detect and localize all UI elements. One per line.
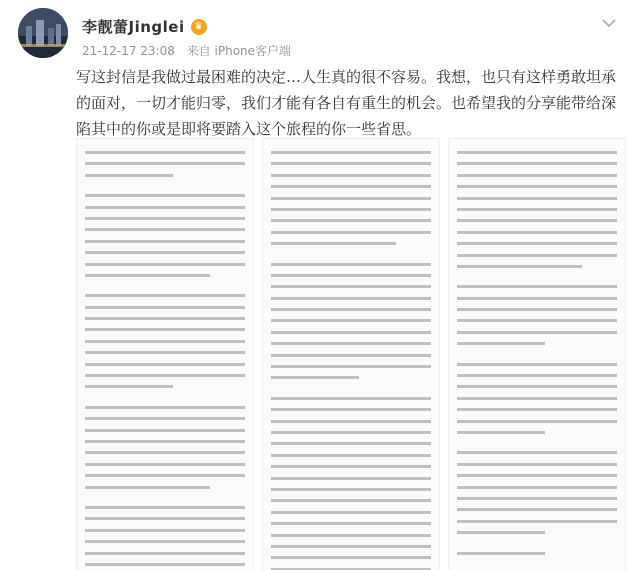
text-line bbox=[457, 508, 617, 511]
text-line bbox=[271, 534, 431, 537]
text-line bbox=[457, 276, 617, 285]
text-line bbox=[457, 497, 617, 500]
text-line bbox=[271, 285, 431, 288]
text-line bbox=[85, 540, 245, 543]
text-line bbox=[85, 529, 245, 532]
text-line bbox=[457, 451, 617, 454]
text-line bbox=[457, 219, 617, 222]
text-line bbox=[85, 417, 245, 420]
text-line bbox=[85, 552, 245, 555]
text-line bbox=[271, 511, 431, 514]
text-line bbox=[271, 465, 431, 468]
letter-text-lines bbox=[85, 151, 245, 570]
text-line bbox=[457, 420, 617, 423]
text-line bbox=[457, 408, 617, 411]
text-line bbox=[457, 197, 617, 200]
text-line bbox=[85, 306, 245, 309]
text-line bbox=[457, 242, 617, 245]
text-line bbox=[271, 354, 431, 357]
text-line bbox=[457, 208, 617, 211]
text-line bbox=[457, 354, 617, 363]
letter-page-3[interactable] bbox=[448, 138, 626, 570]
text-line bbox=[271, 185, 431, 188]
letter-text-lines bbox=[457, 151, 617, 570]
letter-page-2[interactable] bbox=[262, 138, 440, 570]
text-line bbox=[271, 431, 431, 434]
text-line bbox=[85, 228, 245, 231]
text-line bbox=[457, 442, 617, 451]
text-line bbox=[457, 552, 545, 555]
text-line bbox=[457, 374, 617, 377]
text-line bbox=[85, 429, 245, 432]
text-line bbox=[271, 254, 431, 263]
text-line bbox=[457, 431, 545, 434]
text-line bbox=[85, 317, 245, 320]
text-line bbox=[85, 263, 245, 266]
text-line bbox=[85, 440, 245, 443]
text-line bbox=[457, 486, 617, 489]
letter-page-1[interactable] bbox=[76, 138, 254, 570]
text-line bbox=[271, 274, 431, 277]
text-line bbox=[457, 231, 617, 234]
text-line bbox=[271, 297, 431, 300]
text-line bbox=[85, 274, 210, 277]
text-line bbox=[271, 454, 431, 457]
text-line bbox=[271, 420, 431, 423]
text-line bbox=[271, 342, 431, 345]
chevron-down-icon[interactable] bbox=[600, 16, 618, 30]
text-line bbox=[457, 474, 617, 477]
text-line bbox=[85, 406, 245, 409]
text-line bbox=[457, 397, 617, 400]
text-line bbox=[457, 531, 545, 534]
text-line bbox=[457, 520, 617, 523]
post-header bbox=[18, 8, 622, 60]
text-line bbox=[457, 563, 617, 570]
text-line bbox=[457, 254, 617, 257]
username[interactable]: 李靓蕾Jinglei bbox=[82, 18, 185, 36]
text-line bbox=[85, 285, 245, 294]
text-line bbox=[85, 374, 245, 377]
text-line bbox=[85, 194, 245, 197]
text-line bbox=[85, 174, 173, 177]
text-line bbox=[271, 242, 396, 245]
text-line bbox=[85, 328, 245, 331]
text-line bbox=[457, 385, 617, 388]
text-line bbox=[85, 363, 245, 366]
avatar-image bbox=[18, 8, 68, 58]
text-line bbox=[85, 506, 245, 509]
text-line bbox=[271, 231, 431, 234]
text-line bbox=[271, 319, 431, 322]
text-line bbox=[85, 251, 245, 254]
text-line bbox=[85, 340, 245, 343]
text-line bbox=[271, 308, 431, 311]
text-line bbox=[85, 517, 245, 520]
vip-crown-icon: ♛ bbox=[191, 19, 207, 35]
text-line bbox=[85, 294, 245, 297]
text-line bbox=[457, 319, 617, 322]
text-line bbox=[85, 151, 245, 154]
text-line bbox=[85, 185, 245, 194]
text-line bbox=[457, 174, 617, 177]
text-line bbox=[271, 219, 431, 222]
text-line bbox=[457, 285, 617, 288]
text-line bbox=[271, 477, 431, 480]
post-source: 来自 iPhone客户端 bbox=[186, 44, 292, 58]
text-line bbox=[85, 474, 245, 477]
text-line bbox=[85, 240, 245, 243]
text-line bbox=[271, 408, 431, 411]
text-line bbox=[457, 185, 617, 188]
image-grid bbox=[76, 138, 626, 570]
text-line bbox=[271, 151, 431, 154]
text-line bbox=[271, 442, 431, 445]
post-meta bbox=[82, 42, 291, 59]
text-line bbox=[271, 545, 431, 548]
text-line bbox=[85, 351, 245, 354]
text-line bbox=[271, 162, 431, 165]
text-line bbox=[271, 197, 431, 200]
text-line bbox=[85, 486, 210, 489]
avatar[interactable] bbox=[18, 8, 68, 58]
text-line bbox=[457, 331, 617, 334]
text-line bbox=[271, 388, 431, 397]
text-line bbox=[271, 488, 431, 491]
text-line bbox=[457, 363, 617, 366]
letter-text-lines bbox=[271, 151, 431, 570]
text-line bbox=[457, 543, 617, 552]
text-line bbox=[457, 342, 545, 345]
text-line bbox=[85, 385, 173, 388]
text-line bbox=[85, 563, 245, 566]
text-line bbox=[271, 376, 359, 379]
text-line bbox=[271, 263, 431, 266]
text-line bbox=[271, 499, 431, 502]
text-line bbox=[271, 331, 431, 334]
text-line bbox=[85, 397, 245, 406]
text-line bbox=[271, 365, 431, 368]
text-line bbox=[85, 206, 245, 209]
text-line bbox=[271, 397, 431, 400]
text-line bbox=[271, 174, 431, 177]
text-line bbox=[457, 162, 617, 165]
text-line bbox=[457, 265, 582, 268]
text-line bbox=[85, 451, 245, 454]
text-line bbox=[85, 497, 245, 506]
text-line bbox=[457, 463, 617, 466]
text-line bbox=[271, 556, 431, 559]
text-line bbox=[457, 297, 617, 300]
post-text: 写这封信是我做过最困难的决定…人生真的很不容易。我想，也只有这样勇敢坦承的面对，一切才能归零，我们才能有各自有重生的机会。也希望我的分享能带给深陷其中的你或是即将要踏入这个旅程的你一些省思。 bbox=[76, 68, 617, 138]
text-line bbox=[457, 151, 617, 154]
text-line bbox=[457, 308, 617, 311]
post-timestamp[interactable]: 21-12-17 23:08 bbox=[82, 44, 175, 58]
text-line bbox=[85, 162, 245, 165]
text-line bbox=[271, 208, 431, 211]
text-line bbox=[85, 217, 245, 220]
text-line bbox=[85, 463, 245, 466]
text-line bbox=[271, 522, 431, 525]
